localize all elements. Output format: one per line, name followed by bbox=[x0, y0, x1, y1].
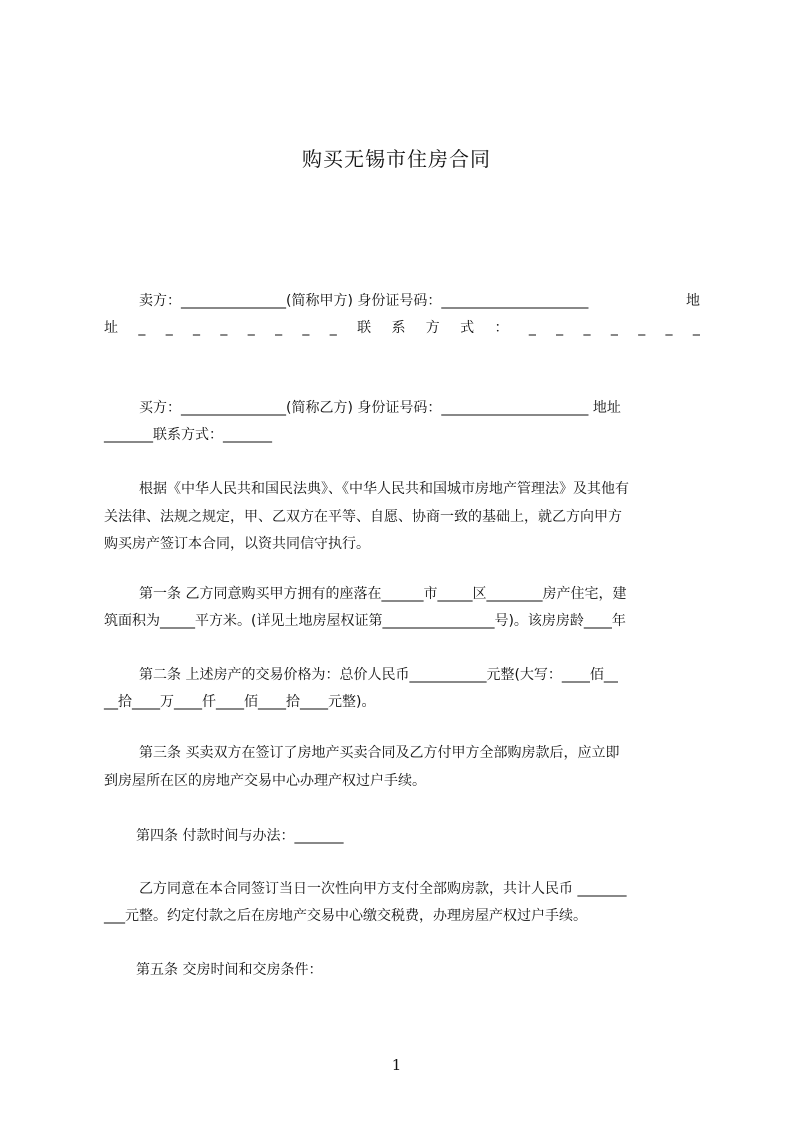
payment-line-2: ___元整。约定付款之后在房地产交易中心缴交税费，办理房屋产权过户手续。 bbox=[104, 908, 587, 924]
seller-char: _ bbox=[556, 320, 564, 336]
seller-char: _ bbox=[692, 320, 700, 336]
article-2-line-2: __拾____万____仟____佰____拾____元整)。 bbox=[104, 694, 376, 710]
preamble-line-1: 根据《中华人民共和国民法典》、《中华人民共和国城市房地产管理法》及其他有 bbox=[139, 481, 629, 497]
seller-char: 方 bbox=[425, 320, 440, 336]
contract-title: 购买无锡市住房合同 bbox=[302, 147, 491, 171]
seller-char: _ bbox=[138, 320, 146, 336]
seller-char: _ bbox=[329, 320, 337, 336]
seller-line-1-text: 卖方：_______________(简称甲方) 身份证号码：_____________________ bbox=[139, 293, 589, 309]
seller-char: _ bbox=[193, 320, 201, 336]
article-4-heading: 第四条 付款时间与办法：_______ bbox=[136, 828, 344, 844]
seller-char: _ bbox=[220, 320, 228, 336]
page-number: 1 bbox=[391, 1056, 402, 1074]
seller-line-2 bbox=[104, 318, 700, 338]
seller-char: ： bbox=[494, 320, 509, 336]
seller-char: 联 bbox=[357, 320, 372, 336]
seller-char: _ bbox=[665, 320, 673, 336]
preamble-line-3: 购买房产签订本合同，以资共同信守执行。 bbox=[104, 536, 370, 552]
seller-line-1 bbox=[139, 291, 700, 311]
buyer-line-2: _______联系方式：_______ bbox=[104, 427, 272, 443]
buyer-line-1: 买方：_______________(简称乙方) 身份证号码：_____________________ 地址 bbox=[139, 400, 621, 416]
seller-char: _ bbox=[165, 320, 173, 336]
seller-char: 址 bbox=[104, 320, 118, 336]
preamble-line-2: 关法律、法规之规定，甲、乙双方在平等、自愿、协商一致的基础上，就乙方向甲方 bbox=[104, 509, 622, 525]
article-3-line-2: 到房屋所在区的房地产交易中心办理产权过户手续。 bbox=[104, 773, 426, 789]
article-5-heading: 第五条 交房时间和交房条件： bbox=[136, 962, 323, 978]
article-2-line-1: 第二条 上述房产的交易价格为：总价人民币___________元整(大写：____佰__ bbox=[139, 667, 618, 683]
payment-line-1: 乙方同意在本合同签订当日一次性向甲方支付全部购房款，共计人民币 _______ bbox=[139, 881, 627, 897]
seller-char: _ bbox=[247, 320, 255, 336]
seller-char: _ bbox=[275, 320, 283, 336]
article-1-line-1: 第一条 乙方同意购买甲方拥有的座落在______市_____区________房产住宅，建 bbox=[139, 586, 627, 602]
seller-char: 式 bbox=[460, 320, 475, 336]
seller-char: _ bbox=[583, 320, 591, 336]
seller-line-1-tail: 地 bbox=[686, 293, 700, 309]
seller-char: _ bbox=[302, 320, 310, 336]
article-3-line-1: 第三条 买卖双方在签订了房地产买卖合同及乙方付甲方全部购房款后，应立即 bbox=[139, 745, 620, 761]
seller-char: 系 bbox=[391, 320, 406, 336]
seller-char: _ bbox=[638, 320, 646, 336]
seller-char: _ bbox=[610, 320, 618, 336]
article-1-line-2: 筑面积为_____平方米。(详见土地房屋权证第________________号)。该房房龄____年 bbox=[104, 613, 626, 629]
seller-char: _ bbox=[528, 320, 536, 336]
